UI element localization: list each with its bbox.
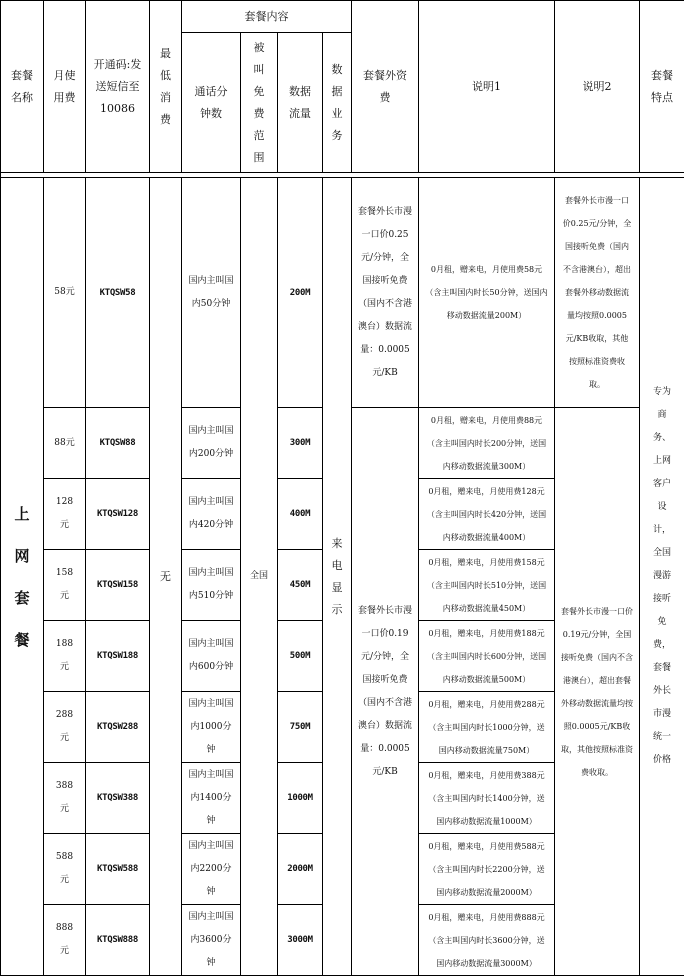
monthly-fee: 288元 [44, 692, 86, 763]
header-content-group: 套餐内容 [182, 1, 352, 33]
note1: 0月租，赠来电，月使用费388元（含主叫国内时长1400分钟，送国内移动数据流量1000M） [419, 763, 555, 834]
header-data-service: 数据业务 [323, 33, 352, 173]
data-service: 来电显示 [323, 178, 352, 976]
note1: 0月租，赠来电，月使用费128元（含主叫国内时长420分钟，送国内移动数据流量400M） [419, 479, 555, 550]
call-minutes: 国内主叫国内420分钟 [182, 479, 241, 550]
header-overage-fee: 套餐外资费 [352, 1, 419, 173]
call-minutes: 国内主叫国内2200分钟 [182, 834, 241, 905]
activation-code: KTQSW388 [86, 763, 150, 834]
header-package-name: 套餐名称 [1, 1, 44, 173]
monthly-fee: 588元 [44, 834, 86, 905]
category-cell: 上网套餐 [1, 178, 44, 976]
monthly-fee: 888元 [44, 905, 86, 976]
header-data-volume: 数据流量 [278, 33, 323, 173]
overage-fee-a: 套餐外长市漫一口价0.25元/分钟，全国接听免费（国内不含港澳台）数据流量：0.0005元/KB [352, 178, 419, 408]
call-minutes: 国内主叫国内600分钟 [182, 621, 241, 692]
call-minutes: 国内主叫国内1000分钟 [182, 692, 241, 763]
header-feature: 套餐特点 [640, 1, 684, 173]
data-volume: 750M [278, 692, 323, 763]
activation-code: KTQSW288 [86, 692, 150, 763]
data-volume: 300M [278, 408, 323, 479]
note1: 0月租，赠来电，月使用费88元（含主叫国内时长200分钟，送国内移动数据流量300M） [419, 408, 555, 479]
activation-code: KTQSW58 [86, 178, 150, 408]
monthly-fee: 158元 [44, 550, 86, 621]
note1: 0月租，赠来电，月使用费188元（含主叫国内时长600分钟，送国内移动数据流量500M） [419, 621, 555, 692]
overage-fee-b: 套餐外长市漫一口价0.19元/分钟，全国接听免费（国内不含港澳台）数据流量：0.0005元/KB [352, 408, 419, 976]
note1: 0月租，赠来电，月使用费588元（含主叫国内时长2200分钟，送国内移动数据流量2000M） [419, 834, 555, 905]
header-min-spend: 最低消费 [150, 1, 182, 173]
data-volume: 1000M [278, 763, 323, 834]
data-volume: 400M [278, 479, 323, 550]
data-volume: 2000M [278, 834, 323, 905]
activation-code: KTQSW588 [86, 834, 150, 905]
call-minutes: 国内主叫国内200分钟 [182, 408, 241, 479]
activation-code: KTQSW888 [86, 905, 150, 976]
package-feature: 专为商务、上网客户设计，全国漫游接听免费，套餐外长市漫统一价格 [640, 178, 684, 976]
monthly-fee: 128元 [44, 479, 86, 550]
note1: 0月租，赠来电，月使用费58元（含主叫国内时长50分钟，送国内移动数据流量200M） [419, 178, 555, 408]
activation-code: KTQSW128 [86, 479, 150, 550]
header-monthly-fee: 月使用费 [44, 1, 86, 173]
note1: 0月租，赠来电，月使用费158元（含主叫国内时长510分钟，送国内移动数据流量450M） [419, 550, 555, 621]
header-called-free-range: 被叫免费范围 [241, 33, 278, 173]
note1: 0月租，赠来电，月使用费288元（含主叫国内时长1000分钟，送国内移动数据流量750M） [419, 692, 555, 763]
header-note1: 说明1 [419, 1, 555, 173]
data-volume: 500M [278, 621, 323, 692]
data-volume: 450M [278, 550, 323, 621]
monthly-fee: 58元 [44, 178, 86, 408]
header-activation: 开通码:发送短信至10086 [86, 1, 150, 173]
activation-code: KTQSW188 [86, 621, 150, 692]
header-note2: 说明2 [555, 1, 640, 173]
data-volume: 200M [278, 178, 323, 408]
monthly-fee: 388元 [44, 763, 86, 834]
note2-a: 套餐外长市漫一口价0.25元/分钟，全国接听免费（国内不含港澳台），超出套餐外移动数据流量均按照0.0005元/KB收取，其他按照标准资费收取。 [555, 178, 640, 408]
call-minutes: 国内主叫国内3600分钟 [182, 905, 241, 976]
min-spend: 无 [150, 178, 182, 976]
note2-b: 套餐外长市漫一口价0.19元/分钟，全国接听免费（国内不含港澳台），超出套餐外移动数据流量均按照0.0005元/KB收取，其他按照标准资费收取。 [555, 408, 640, 976]
call-minutes: 国内主叫国内1400分钟 [182, 763, 241, 834]
data-volume: 3000M [278, 905, 323, 976]
monthly-fee: 88元 [44, 408, 86, 479]
activation-code: KTQSW88 [86, 408, 150, 479]
header-call-minutes: 通话分钟数 [182, 33, 241, 173]
call-minutes: 国内主叫国内50分钟 [182, 178, 241, 408]
monthly-fee: 188元 [44, 621, 86, 692]
note1: 0月租，赠来电，月使用费888元（含主叫国内时长3600分钟，送国内移动数据流量3000M） [419, 905, 555, 976]
activation-code: KTQSW158 [86, 550, 150, 621]
called-free-range: 全国 [241, 178, 278, 976]
call-minutes: 国内主叫国内510分钟 [182, 550, 241, 621]
